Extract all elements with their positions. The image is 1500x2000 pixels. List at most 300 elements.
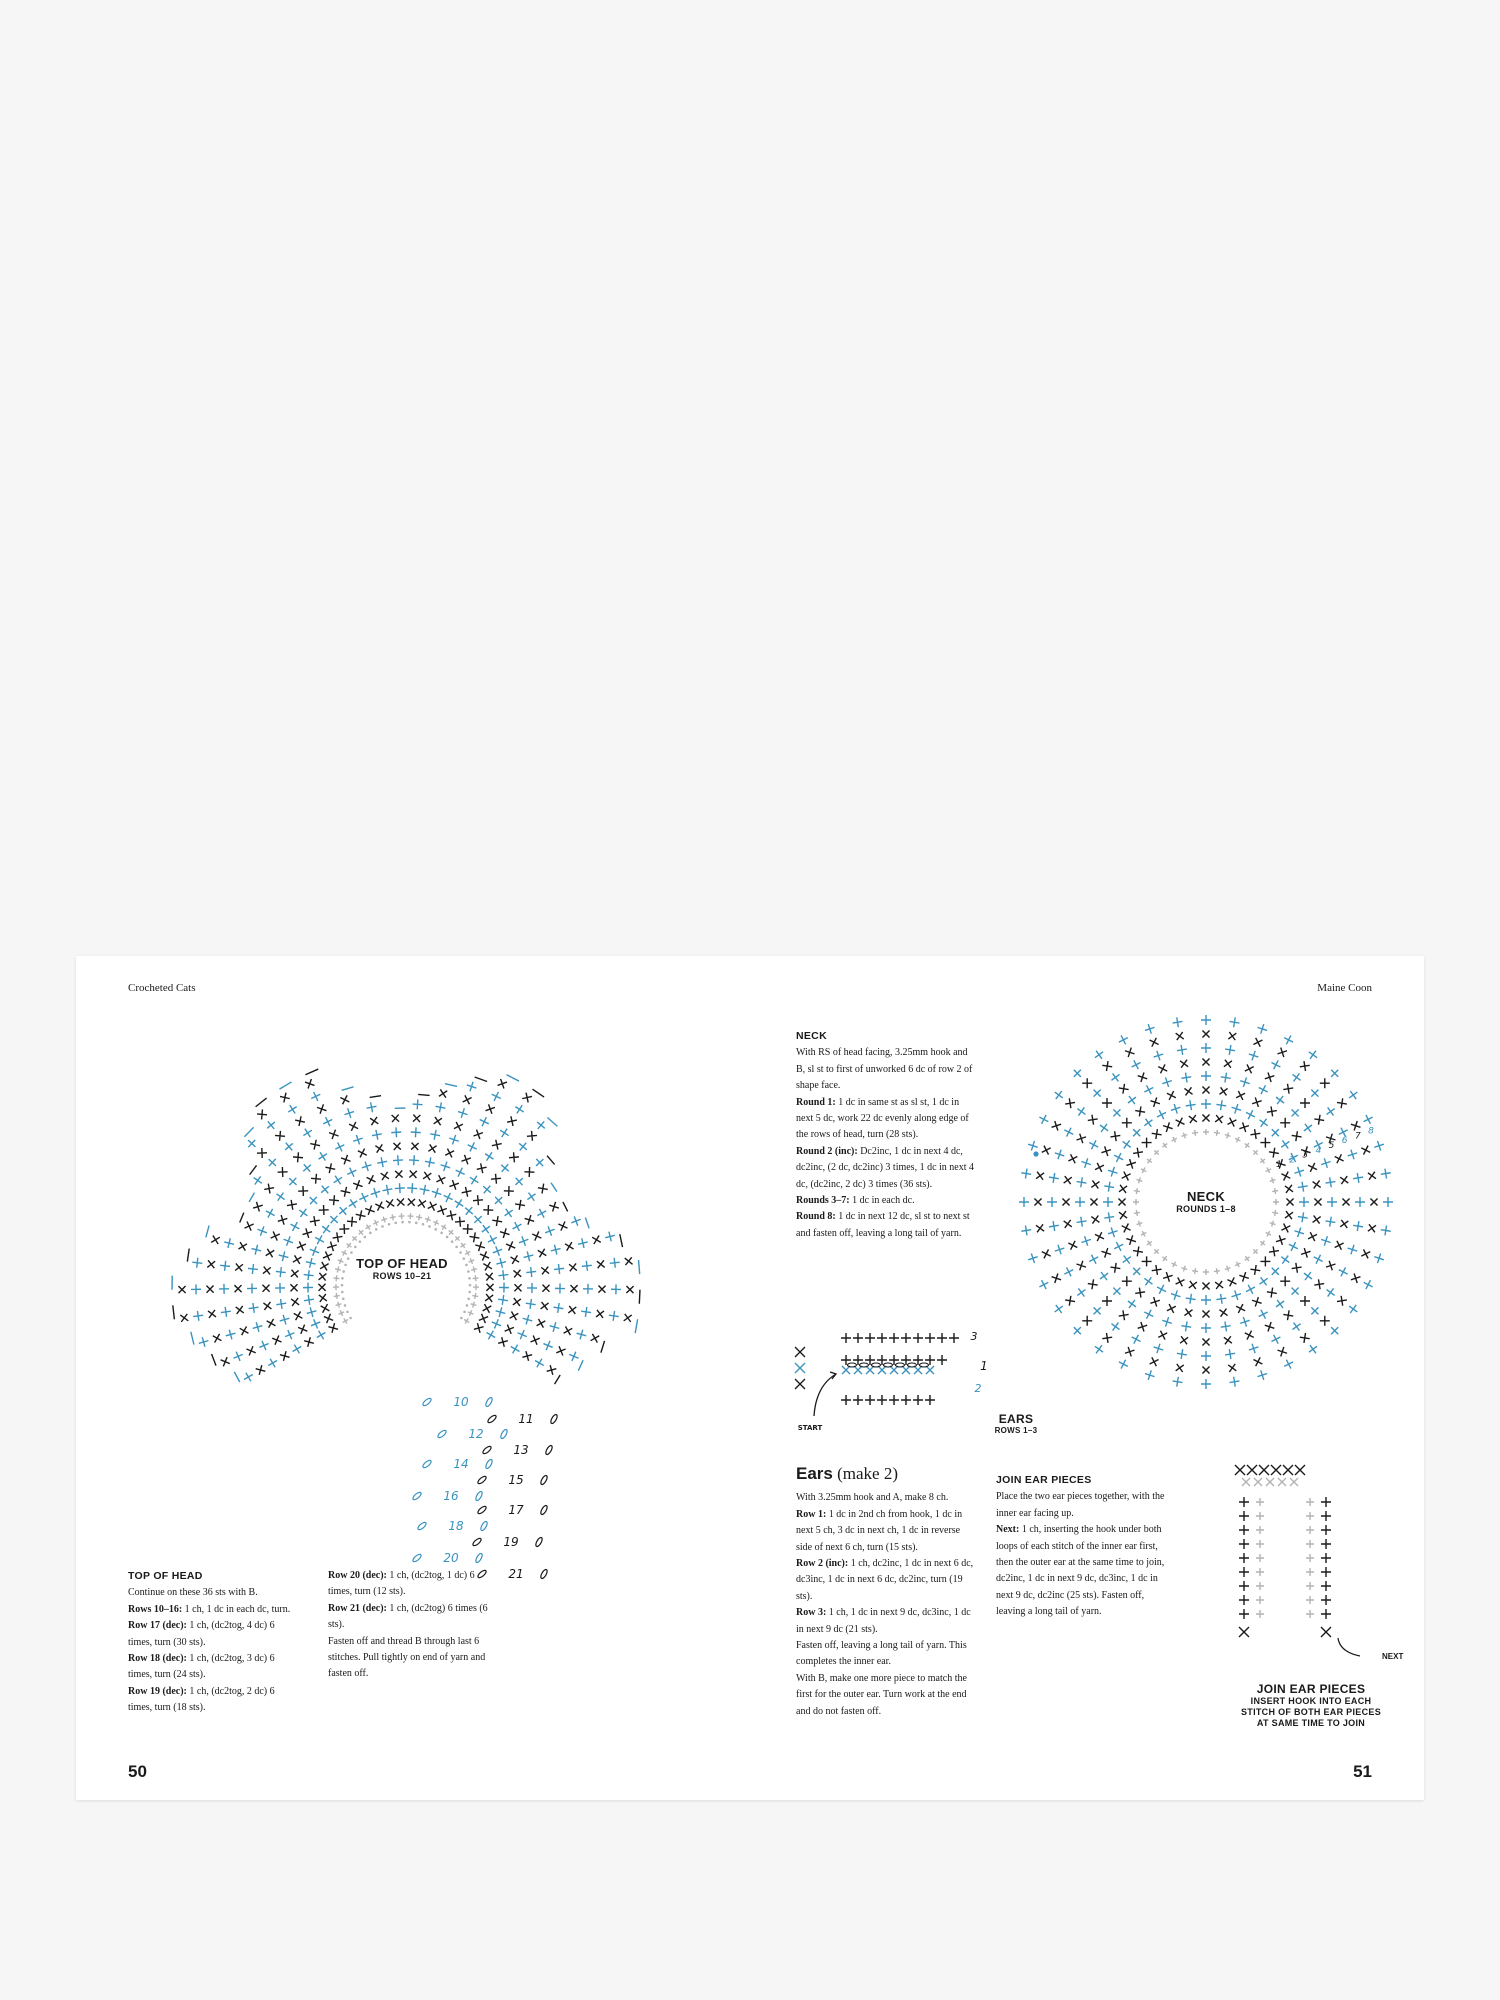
chain-edge-mark [555, 1375, 561, 1384]
row-number-label: 2 [974, 1382, 982, 1395]
dc-stitch-symbol [842, 1366, 850, 1374]
dc-stitch-symbol [533, 1155, 547, 1169]
dc-stitch-symbol [1251, 1295, 1264, 1308]
dc-stitch-symbol [590, 1233, 604, 1247]
chain-stitch-symbol [417, 1521, 427, 1531]
dc-stitch-symbol [425, 1199, 438, 1212]
neck-para-label: Round 1: [796, 1096, 836, 1108]
dc-stitch-symbol [1220, 1321, 1231, 1332]
dc-stitch-symbol [343, 1107, 356, 1120]
dc-stitch-symbol [1225, 1275, 1238, 1288]
dc-stitch-symbol [1273, 1297, 1287, 1311]
dc-stitch-symbol [483, 1205, 493, 1215]
ears-para [796, 1605, 976, 1638]
foundation-stitch-symbol [1192, 1129, 1199, 1136]
dc-stitch-symbol [1201, 1323, 1211, 1333]
dc-stitch-symbol [316, 1291, 330, 1305]
dc-stitch-symbol [317, 1259, 331, 1273]
dc-stitch-symbol [1064, 1098, 1075, 1109]
dc-stitch-symbol [1247, 1049, 1260, 1062]
foundation-stitch-symbol [1251, 1148, 1259, 1156]
dc-stitch-symbol [472, 1128, 485, 1141]
top-of-head-para-label: Row 17 (dec): [128, 1620, 187, 1632]
dc-stitch-symbol [210, 1331, 224, 1345]
dc-stitch-symbol [460, 1153, 473, 1166]
dc-stitch-symbol [1106, 1226, 1119, 1239]
foundation-stitch-symbol [1170, 1260, 1178, 1268]
foundation-stitch-symbol [432, 1219, 440, 1227]
foundation-stitch-symbol [473, 1284, 479, 1290]
dc-stitch-symbol [1134, 1106, 1145, 1117]
dc-stitch-symbol [1314, 1279, 1325, 1290]
dc-stitch-symbol [1244, 1108, 1257, 1121]
dc-stitch-symbol [1321, 1627, 1331, 1637]
dc-stitch-symbol [306, 1193, 320, 1207]
dc-stitch-symbol [301, 1227, 313, 1239]
dc-stitch-symbol [567, 1282, 581, 1296]
dc-stitch-symbol [1143, 1023, 1156, 1036]
foundation-stitch-symbol [470, 1301, 477, 1308]
chain-edge-mark [418, 1094, 429, 1095]
dc-stitch-symbol [376, 1156, 388, 1168]
dc-stitch-symbol [388, 1111, 402, 1125]
dc-stitch-symbol [1090, 1304, 1104, 1318]
dc-stitch-symbol [1306, 1540, 1314, 1548]
dc-stitch-symbol [1201, 1379, 1211, 1389]
foundation-stitch-symbol [1214, 1129, 1221, 1136]
top-of-head-para-label: Rows 10–16: [128, 1603, 183, 1615]
join-diagram-title: JOIN EAR PIECES [1256, 1682, 1366, 1696]
dc-stitch-symbol [373, 1199, 386, 1212]
dc-stitch-symbol [367, 1114, 381, 1128]
dc-stitch-symbol [902, 1366, 910, 1374]
dc-stitch-symbol [914, 1366, 922, 1374]
dc-stitch-symbol [466, 1140, 479, 1153]
dc-stitch-symbol [1092, 1342, 1106, 1356]
foundation-stitch-symbol [1136, 1220, 1144, 1228]
dc-stitch-symbol [795, 1379, 805, 1389]
chain-edge-mark [249, 1193, 254, 1202]
foundation-stitch-symbol [440, 1223, 448, 1231]
dc-stitch-symbol [1332, 1239, 1345, 1252]
chain-edge-mark [206, 1226, 209, 1238]
foundation-stitch-symbol [1272, 1210, 1279, 1217]
chain-stitch-symbol [477, 1505, 487, 1515]
dc-stitch-symbol [1122, 1118, 1132, 1128]
dc-stitch-symbol [1269, 1332, 1282, 1345]
dc-stitch-symbol [205, 1307, 219, 1321]
dc-stitch-symbol [1365, 1169, 1379, 1183]
dc-stitch-symbol [491, 1245, 504, 1258]
dc-stitch-symbol [351, 1178, 364, 1191]
dc-stitch-symbol [527, 1130, 538, 1141]
foundation-stitch-symbol [447, 1228, 455, 1236]
dc-stitch-symbol [420, 1169, 434, 1183]
dc-stitch-symbol [1256, 1554, 1264, 1562]
dc-stitch-symbol [525, 1298, 536, 1309]
dc-stitch-symbol [491, 1173, 502, 1184]
dc-stitch-symbol [1312, 1252, 1325, 1265]
dc-stitch-symbol [1283, 1310, 1294, 1321]
dc-stitch-symbol [1239, 1316, 1252, 1329]
chain-edge-mark [601, 1341, 605, 1353]
dc-stitch-symbol [1052, 1088, 1066, 1102]
dc-stitch-symbol [247, 1283, 257, 1293]
foundation-stitch-symbol [1161, 1254, 1169, 1262]
dc-stitch-symbol [1320, 1235, 1333, 1248]
dc-stitch-symbol [555, 1283, 565, 1293]
dc-stitch-symbol [352, 1133, 365, 1146]
dc-stitch-symbol [1100, 1145, 1113, 1158]
dc-stitch-symbol [223, 1237, 235, 1249]
dc-stitch-symbol [441, 1191, 454, 1204]
dc-stitch-symbol [452, 1197, 466, 1211]
dc-stitch-symbol [286, 1174, 300, 1188]
dc-stitch-symbol [1031, 1195, 1045, 1209]
dc-stitch-symbol [357, 1191, 370, 1204]
foundation-stitch-symbol [1234, 1260, 1242, 1268]
start-label: START [797, 1424, 823, 1432]
dc-stitch-symbol [1256, 1369, 1269, 1382]
dc-stitch-symbol [409, 1155, 420, 1166]
ears-heading [796, 1466, 976, 1482]
dc-stitch-symbol [192, 1257, 203, 1268]
dc-stitch-symbol [254, 1364, 266, 1376]
foundation-stitch-symbol [341, 1317, 349, 1325]
dc-stitch-symbol [1110, 1284, 1124, 1298]
dc-stitch-symbol [1256, 1526, 1264, 1534]
row-number-label: 3 [970, 1330, 978, 1343]
top-of-head-para-text: 1 ch, 1 dc in each dc, turn. [182, 1603, 291, 1615]
dc-stitch-symbol [841, 1395, 851, 1405]
chain-edge-mark [173, 1305, 175, 1319]
dc-stitch-symbol [497, 1294, 508, 1305]
dc-stitch-symbol [309, 1139, 321, 1151]
dc-stitch-symbol [609, 1257, 620, 1268]
dc-stitch-symbol [286, 1199, 298, 1211]
dc-stitch-symbol [1172, 1376, 1183, 1387]
join-heading: JOIN EAR PIECES [996, 1474, 1092, 1486]
join-diagram-label [1206, 1682, 1416, 1729]
dc-stitch-symbol [1256, 1023, 1269, 1036]
dc-stitch-symbol [300, 1161, 314, 1175]
dc-stitch-symbol [1169, 1102, 1182, 1115]
join-text [996, 1472, 1176, 1621]
dc-stitch-symbol [1143, 1369, 1156, 1382]
dc-stitch-symbol [508, 1253, 522, 1267]
dc-stitch-symbol [431, 1114, 445, 1128]
dc-stitch-symbol [1216, 1099, 1227, 1110]
dc-stitch-symbol [471, 1212, 485, 1226]
dc-stitch-symbol [1093, 1230, 1106, 1243]
top-of-head-diagram-subtitle: ROWS 10–21 [372, 1271, 432, 1281]
dc-stitch-symbol [1239, 1609, 1249, 1619]
dc-stitch-symbol [1310, 1177, 1324, 1191]
dc-stitch-symbol [479, 1222, 493, 1236]
dc-stitch-symbol [1365, 1221, 1379, 1235]
dc-stitch-symbol [1087, 1279, 1098, 1290]
dc-stitch-symbol [1212, 1278, 1226, 1292]
ring-mark [451, 1240, 454, 1243]
ears-diagram-title: EARS [998, 1412, 1034, 1426]
neck-para-label: Rounds 3–7: [796, 1195, 850, 1207]
foundation-stitch-symbol [1170, 1136, 1178, 1144]
chain-edge-mark [563, 1202, 568, 1212]
dc-stitch-symbol [1173, 1361, 1187, 1375]
dc-stitch-symbol [1306, 1498, 1314, 1506]
chain-edge-mark [639, 1290, 640, 1304]
ring-mark [422, 1223, 425, 1226]
chain-stitch-symbol [472, 1537, 482, 1547]
dc-stitch-symbol [1115, 1195, 1129, 1209]
dc-stitch-symbol [260, 1263, 274, 1277]
dc-stitch-symbol [1297, 1181, 1308, 1192]
dc-stitch-symbol [1239, 1595, 1249, 1605]
dc-stitch-symbol [1306, 1610, 1314, 1618]
dc-stitch-symbol [1361, 1278, 1374, 1291]
top-of-head-col2 [328, 1568, 498, 1683]
dc-stitch-symbol [550, 1244, 562, 1256]
dc-stitch-symbol [257, 1339, 270, 1352]
dc-stitch-symbol [220, 1260, 231, 1271]
dc-stitch-symbol [324, 1162, 336, 1174]
dc-stitch-symbol [338, 1093, 351, 1106]
dc-stitch-symbol [1106, 1165, 1119, 1178]
dc-stitch-symbol [1110, 1130, 1121, 1141]
ring-mark [354, 1246, 357, 1249]
dc-stitch-symbol [1288, 1284, 1302, 1298]
dc-stitch-symbol [191, 1284, 201, 1294]
ring-mark [446, 1236, 449, 1239]
round-number-label: 7 [1354, 1131, 1361, 1142]
dc-stitch-symbol [460, 1093, 473, 1106]
foundation-stitch-symbol [345, 1241, 353, 1249]
dc-stitch-symbol [1266, 1287, 1277, 1298]
foundation-stitch-symbol [1145, 1157, 1153, 1165]
dc-stitch-symbol [1225, 1361, 1239, 1375]
dc-stitch-symbol [308, 1245, 321, 1258]
dc-stitch-symbol [426, 1142, 440, 1156]
dc-stitch-symbol [1268, 1126, 1282, 1140]
foundation-stitch-symbol [398, 1213, 404, 1219]
join-diagram-line-3: AT SAME TIME TO JOIN [1256, 1718, 1366, 1728]
dc-stitch-symbol [1321, 1609, 1331, 1619]
top-of-head-heading: TOP OF HEAD [128, 1570, 203, 1582]
dc-stitch-symbol [439, 1160, 452, 1173]
top-of-head-para [328, 1634, 498, 1683]
dc-stitch-symbol [264, 1118, 278, 1132]
dc-stitch-symbol [1050, 1119, 1063, 1132]
ring-mark [466, 1304, 469, 1307]
dc-stitch-symbol [925, 1333, 935, 1343]
dc-stitch-symbol [1306, 1526, 1314, 1534]
ears-diagram-subtitle: ROWS 1–3 [994, 1426, 1038, 1435]
dc-stitch-symbol [853, 1333, 863, 1343]
foundation-stitch-symbol [333, 1293, 340, 1300]
dc-stitch-symbol [1271, 1465, 1281, 1475]
dc-stitch-symbol [1291, 1262, 1302, 1273]
dc-stitch-symbol [1373, 1252, 1386, 1265]
dc-stitch-symbol [1224, 1044, 1235, 1055]
dc-stitch-symbol [430, 1187, 443, 1200]
neck-para-text: 1 dc in same st as sl st, 1 dc in next 5 dc, work 22 dc evenly along edge of the rows of head, turn (28 sts). [796, 1096, 969, 1141]
dc-stitch-symbol [1102, 1332, 1113, 1343]
dc-stitch-symbol [1199, 1083, 1213, 1097]
dc-stitch-symbol [282, 1235, 295, 1248]
chain-stitch-symbol [480, 1521, 489, 1532]
ears-para-text: 1 ch, dc2inc, 1 dc in next 6 dc, dc3inc, 1 dc in next 6 dc, dc2inc, turn (19 sts). [796, 1558, 974, 1602]
folio-left: 50 [128, 1762, 147, 1781]
dc-stitch-symbol [1142, 1138, 1152, 1148]
dc-stitch-symbol [1047, 1197, 1057, 1207]
ring-mark [415, 1222, 418, 1225]
dc-stitch-symbol [1116, 1208, 1130, 1222]
foundation-stitch-symbol [464, 1249, 472, 1257]
dc-stitch-symbol [583, 1284, 593, 1294]
dc-stitch-symbol [204, 1257, 218, 1271]
dc-stitch-symbol [1332, 1152, 1345, 1165]
dc-stitch-symbol [507, 1309, 521, 1323]
chain-edge-mark [244, 1127, 253, 1136]
row-number-label: 18 [448, 1519, 464, 1533]
foundation-stitch-symbol [1258, 1239, 1266, 1247]
dc-stitch-symbol [373, 1142, 387, 1156]
dc-stitch-symbol [1173, 1029, 1187, 1043]
chain-stitch-symbol [485, 1459, 494, 1470]
chain-stitch-symbol [908, 1363, 917, 1367]
dc-stitch-symbol [329, 1195, 340, 1206]
dc-stitch-symbol [523, 1214, 535, 1226]
dc-stitch-symbol [521, 1350, 533, 1362]
dc-stitch-symbol [556, 1219, 569, 1232]
dc-stitch-symbol [508, 1342, 522, 1356]
ring-mark [460, 1317, 463, 1320]
dc-stitch-symbol [1177, 1333, 1191, 1347]
dc-stitch-symbol [1239, 1539, 1249, 1549]
dc-stitch-symbol [1361, 1113, 1374, 1126]
ring-mark [364, 1236, 367, 1239]
foundation-stitch-symbol [1181, 1132, 1189, 1140]
neck-para-text: Dc2inc, 1 dc in next 4 dc, dc2inc, (2 dc, dc2inc) 3 times, 1 dc in next 4 dc, (dc2inc, 2 dc) 3 times (36 sts). [796, 1145, 975, 1190]
ears-para-label: Row 1: [796, 1508, 827, 1520]
dc-stitch-symbol [1125, 1234, 1138, 1247]
dc-stitch-symbol [1221, 1057, 1235, 1071]
dc-stitch-symbol [545, 1364, 557, 1376]
dc-stitch-symbol [1251, 1035, 1264, 1048]
dc-stitch-symbol [1132, 1147, 1143, 1158]
foundation-stitch-symbol [380, 1216, 388, 1224]
ring-mark [359, 1240, 362, 1243]
foundation-stitch-symbol [1140, 1230, 1148, 1238]
dc-stitch-symbol [621, 1311, 635, 1325]
chain-edge-mark [234, 1372, 239, 1382]
foundation-stitch-symbol [459, 1241, 467, 1249]
ears-para [796, 1507, 976, 1556]
dc-stitch-symbol [408, 1139, 422, 1153]
dc-stitch-symbol [482, 1270, 496, 1284]
dc-stitch-symbol [608, 1310, 619, 1321]
dc-stitch-symbol [415, 1197, 429, 1211]
dc-stitch-symbol [1280, 1118, 1290, 1128]
foundation-stitch-symbol [463, 1317, 471, 1325]
ring-mark [465, 1264, 468, 1267]
dc-stitch-symbol [1306, 1582, 1314, 1590]
ears-text [796, 1466, 976, 1720]
dc-stitch-symbol [290, 1342, 304, 1356]
dc-stitch-symbol [577, 1237, 589, 1249]
ring-mark [341, 1284, 344, 1287]
dc-stitch-symbol [1021, 1168, 1032, 1179]
dc-stitch-symbol [1082, 1078, 1092, 1088]
dc-stitch-symbol [1053, 1148, 1066, 1161]
dc-stitch-symbol [237, 1324, 251, 1338]
neck-para-text: 1 dc in next 12 dc, sl st to next st and fasten off, leaving a long tail of yarn. [796, 1211, 970, 1239]
dc-stitch-symbol [510, 1295, 524, 1309]
foundation-stitch-symbol [338, 1309, 346, 1317]
dc-stitch-symbol [1235, 1465, 1245, 1475]
dc-stitch-symbol [1256, 1308, 1269, 1321]
dc-stitch-symbol [622, 1254, 636, 1268]
dc-stitch-symbol [288, 1220, 302, 1234]
foundation-stitch-symbol [1203, 1269, 1209, 1275]
dc-stitch-symbol [336, 1204, 350, 1218]
ring-mark [468, 1291, 471, 1294]
dc-stitch-symbol [275, 1267, 286, 1278]
dc-stitch-symbol [524, 1167, 534, 1177]
dc-stitch-symbol [1320, 1078, 1330, 1088]
dc-stitch-symbol [1097, 1121, 1111, 1135]
dc-stitch-symbol [1257, 1274, 1271, 1288]
dc-stitch-symbol [1066, 1152, 1079, 1165]
ring-mark [381, 1225, 384, 1228]
dc-stitch-symbol [462, 1204, 476, 1218]
chain-edge-mark [585, 1217, 589, 1228]
dc-stitch-symbol [497, 1336, 509, 1348]
dc-stitch-symbol [232, 1260, 246, 1274]
dc-stitch-symbol [1141, 1274, 1155, 1288]
dc-stitch-symbol [521, 1092, 533, 1104]
foundation-stitch-symbol [453, 1234, 461, 1242]
dc-stitch-symbol [1103, 1197, 1113, 1207]
dc-stitch-symbol [286, 1102, 300, 1116]
foundation-stitch-symbol [1264, 1166, 1272, 1174]
dc-stitch-symbol [511, 1281, 525, 1295]
dc-stitch-symbol [1282, 1033, 1295, 1046]
foundation-stitch-symbol [357, 1228, 365, 1236]
dc-stitch-symbol [491, 1193, 505, 1207]
dc-stitch-symbol [483, 1280, 497, 1294]
dc-stitch-symbol [248, 1302, 259, 1313]
dc-stitch-symbol [566, 1260, 580, 1274]
dc-stitch-symbol [1039, 1247, 1052, 1260]
dc-stitch-symbol [219, 1284, 229, 1294]
row-number-label: 20 [443, 1551, 459, 1565]
dc-stitch-symbol [1320, 1316, 1330, 1326]
dc-stitch-symbol [1239, 1581, 1249, 1591]
dc-stitch-symbol [1321, 1595, 1331, 1605]
dc-stitch-symbol [1278, 1478, 1286, 1486]
dc-stitch-symbol [219, 1355, 232, 1368]
dc-stitch-symbol [1221, 1333, 1235, 1347]
dc-stitch-symbol [1283, 1195, 1297, 1209]
dc-stitch-symbol [889, 1395, 899, 1405]
dc-stitch-symbol [1239, 1525, 1249, 1535]
chain-edge-mark [578, 1360, 583, 1370]
foundation-stitch-symbol [1224, 1132, 1232, 1140]
dc-stitch-symbol [1181, 1306, 1195, 1320]
neck-diagram-label [1156, 1189, 1256, 1214]
neck-para [796, 1144, 976, 1193]
